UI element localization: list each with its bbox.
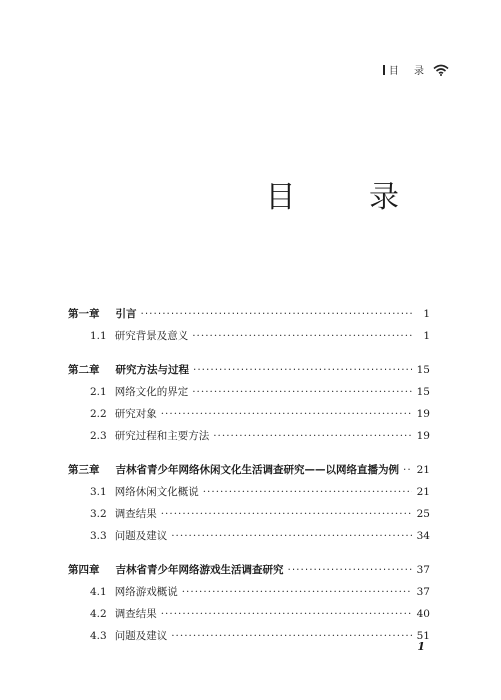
toc-num: 第四章 xyxy=(68,564,100,576)
toc-page: 19 xyxy=(416,430,430,442)
toc-section-entry[interactable] xyxy=(68,425,430,447)
toc-page: 37 xyxy=(416,586,430,598)
toc-leader-dots xyxy=(161,603,412,625)
toc-section-entry[interactable] xyxy=(68,325,430,347)
page-number: 1 xyxy=(417,640,425,653)
toc-title: 吉林省青少年网络游戏生活调查研究 xyxy=(115,564,284,576)
toc-page: 15 xyxy=(416,386,430,398)
toc-page: 21 xyxy=(416,464,430,476)
toc-section-entry[interactable] xyxy=(68,525,430,547)
toc-leader-dots xyxy=(182,581,412,603)
toc-leader-dots xyxy=(288,559,413,581)
toc-title: 问题及建议 xyxy=(114,530,168,542)
toc-page: 51 xyxy=(416,630,430,642)
running-head-bar xyxy=(383,65,385,75)
toc-section-entry[interactable] xyxy=(68,503,430,525)
toc-num: 4.1 xyxy=(90,586,107,598)
toc-page: 19 xyxy=(416,408,430,420)
toc-leader-dots xyxy=(213,425,412,447)
toc-page: 40 xyxy=(416,608,430,620)
toc-chapter-entry[interactable] xyxy=(68,303,430,325)
toc-leader-dots xyxy=(192,325,412,347)
toc-num: 第三章 xyxy=(68,464,100,476)
toc-page: 25 xyxy=(416,508,430,520)
toc-title: 网络游戏概说 xyxy=(114,586,178,598)
toc-leader-dots xyxy=(171,525,412,547)
toc-title: 研究过程和主要方法 xyxy=(114,430,210,442)
toc-num: 4.2 xyxy=(90,608,107,620)
toc-leader-dots xyxy=(161,503,412,525)
toc-title: 调查结果 xyxy=(114,608,157,620)
toc-num: 2.2 xyxy=(90,408,107,420)
toc-num: 4.3 xyxy=(90,630,107,642)
toc-chapter-entry[interactable] xyxy=(68,359,430,381)
toc-title: 网络休闲文化概说 xyxy=(114,486,199,498)
toc-page: 1 xyxy=(423,308,430,320)
toc-num: 3.1 xyxy=(90,486,107,498)
running-head xyxy=(383,62,449,77)
toc-leader-dots xyxy=(203,481,412,503)
toc-title: 研究方法与过程 xyxy=(115,364,189,376)
toc-title: 吉林省青少年网络休闲文化生活调查研究——以网络直播为例 xyxy=(115,464,399,476)
toc-section-entry[interactable] xyxy=(68,481,430,503)
toc-title: 研究背景及意义 xyxy=(114,330,189,342)
toc-leader-dots xyxy=(193,359,412,381)
toc-section-entry[interactable] xyxy=(68,403,430,425)
toc-title: 问题及建议 xyxy=(114,630,168,642)
toc-title: 研究对象 xyxy=(114,408,157,420)
toc-chapter-entry[interactable] xyxy=(68,459,430,481)
running-head-label: 目 录 xyxy=(388,66,430,77)
toc-page: 34 xyxy=(416,530,430,542)
toc-num: 第一章 xyxy=(68,308,100,320)
toc-page: 1 xyxy=(423,330,430,342)
toc-num: 2.1 xyxy=(90,386,107,398)
toc-leader-dots xyxy=(192,381,412,403)
wifi-icon xyxy=(433,64,449,76)
toc-title: 引言 xyxy=(115,308,137,320)
table-of-contents xyxy=(68,303,430,647)
toc-section-entry[interactable] xyxy=(68,603,430,625)
toc-leader-dots xyxy=(171,625,412,647)
toc-leader-dots xyxy=(161,403,412,425)
toc-leader-dots xyxy=(141,303,413,325)
toc-section-entry[interactable] xyxy=(68,381,430,403)
toc-num: 3.2 xyxy=(90,508,107,520)
toc-num: 1.1 xyxy=(90,330,107,342)
toc-leader-dots xyxy=(403,459,412,481)
toc-chapter-entry[interactable] xyxy=(68,559,430,581)
toc-section-entry[interactable] xyxy=(68,625,430,647)
toc-num: 3.3 xyxy=(90,530,107,542)
toc-section-entry[interactable] xyxy=(68,581,430,603)
page-title: 目 录 xyxy=(265,180,431,215)
toc-page: 37 xyxy=(416,564,430,576)
toc-page: 21 xyxy=(416,486,430,498)
toc-page: 15 xyxy=(416,364,430,376)
toc-num: 2.3 xyxy=(90,430,107,442)
toc-title: 网络文化的界定 xyxy=(114,386,189,398)
toc-title: 调查结果 xyxy=(114,508,157,520)
toc-num: 第二章 xyxy=(68,364,100,376)
